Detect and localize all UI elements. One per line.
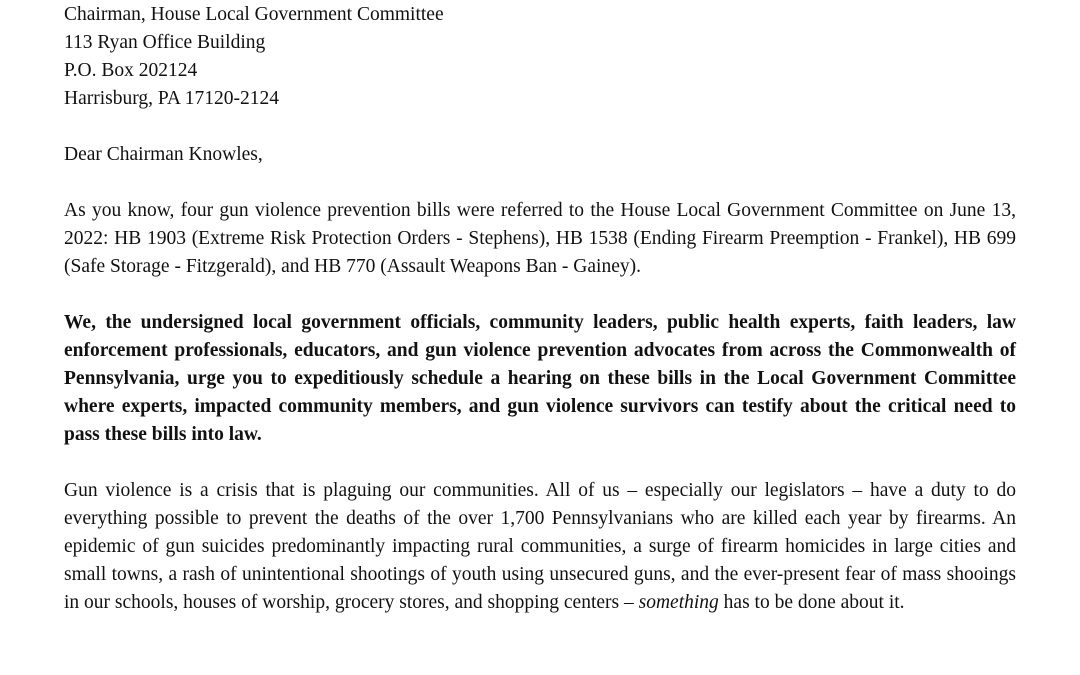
paragraph-gun-violence-crisis (64, 477, 1016, 617)
letter-page (64, 0, 1016, 617)
address-line-title: Chairman, House Local Government Committee (64, 4, 444, 25)
address-line-po-box: P.O. Box 202124 (64, 60, 198, 81)
paragraph-bills-referred: As you know, four gun violence prevention bills were referred to the House Local Government Committee on June 13, 2022: HB 1903 (Extreme Risk Protection Orders - Stephens), HB 1538 (Ending Firearm Preemption - Frankel), HB 699 (Safe Storage - Fitzgerald), and HB 770 (Assault Weapons Ban - Gainey). (64, 200, 1016, 277)
address-line-city: Harrisburg, PA 17120-2124 (64, 88, 280, 109)
paragraph-tail-text: has to be done about it. (723, 592, 905, 613)
salutation: Dear Chairman Knowles, (64, 144, 263, 165)
recipient-address (64, 1, 1016, 113)
paragraph-request-hearing: We, the undersigned local government officials, community leaders, public health experts, faith leaders, law enforcement professionals, educators, and gun violence prevention advocates from across the Commonwealth of Pennsylvania, urge you to expeditiously schedule a hearing on these bills in the Local Government Committee where experts, impacted community members, and gun violence survivors can testify about the critical need to pass these bills into law. (64, 312, 1016, 445)
address-line-building: 113 Ryan Office Building (64, 32, 266, 53)
emphasis-text: something (638, 592, 719, 613)
paragraph-main-text: Gun violence is a crisis that is plaguing our communities. All of us – especially our legislators – have a duty to do everything possible to prevent the deaths of the over 1,700 Pennsylvanians who are killed each year by firearms. An epidemic of gun suicides predominantly impacting rural communities, a surge of firearm homicides in large cities and small towns, a rash of unintentional shootings of youth using unsecured guns, and the ever-present fear of mass shooings in our schools, houses of worship, grocery stores, and shopping centers – (64, 480, 1016, 613)
